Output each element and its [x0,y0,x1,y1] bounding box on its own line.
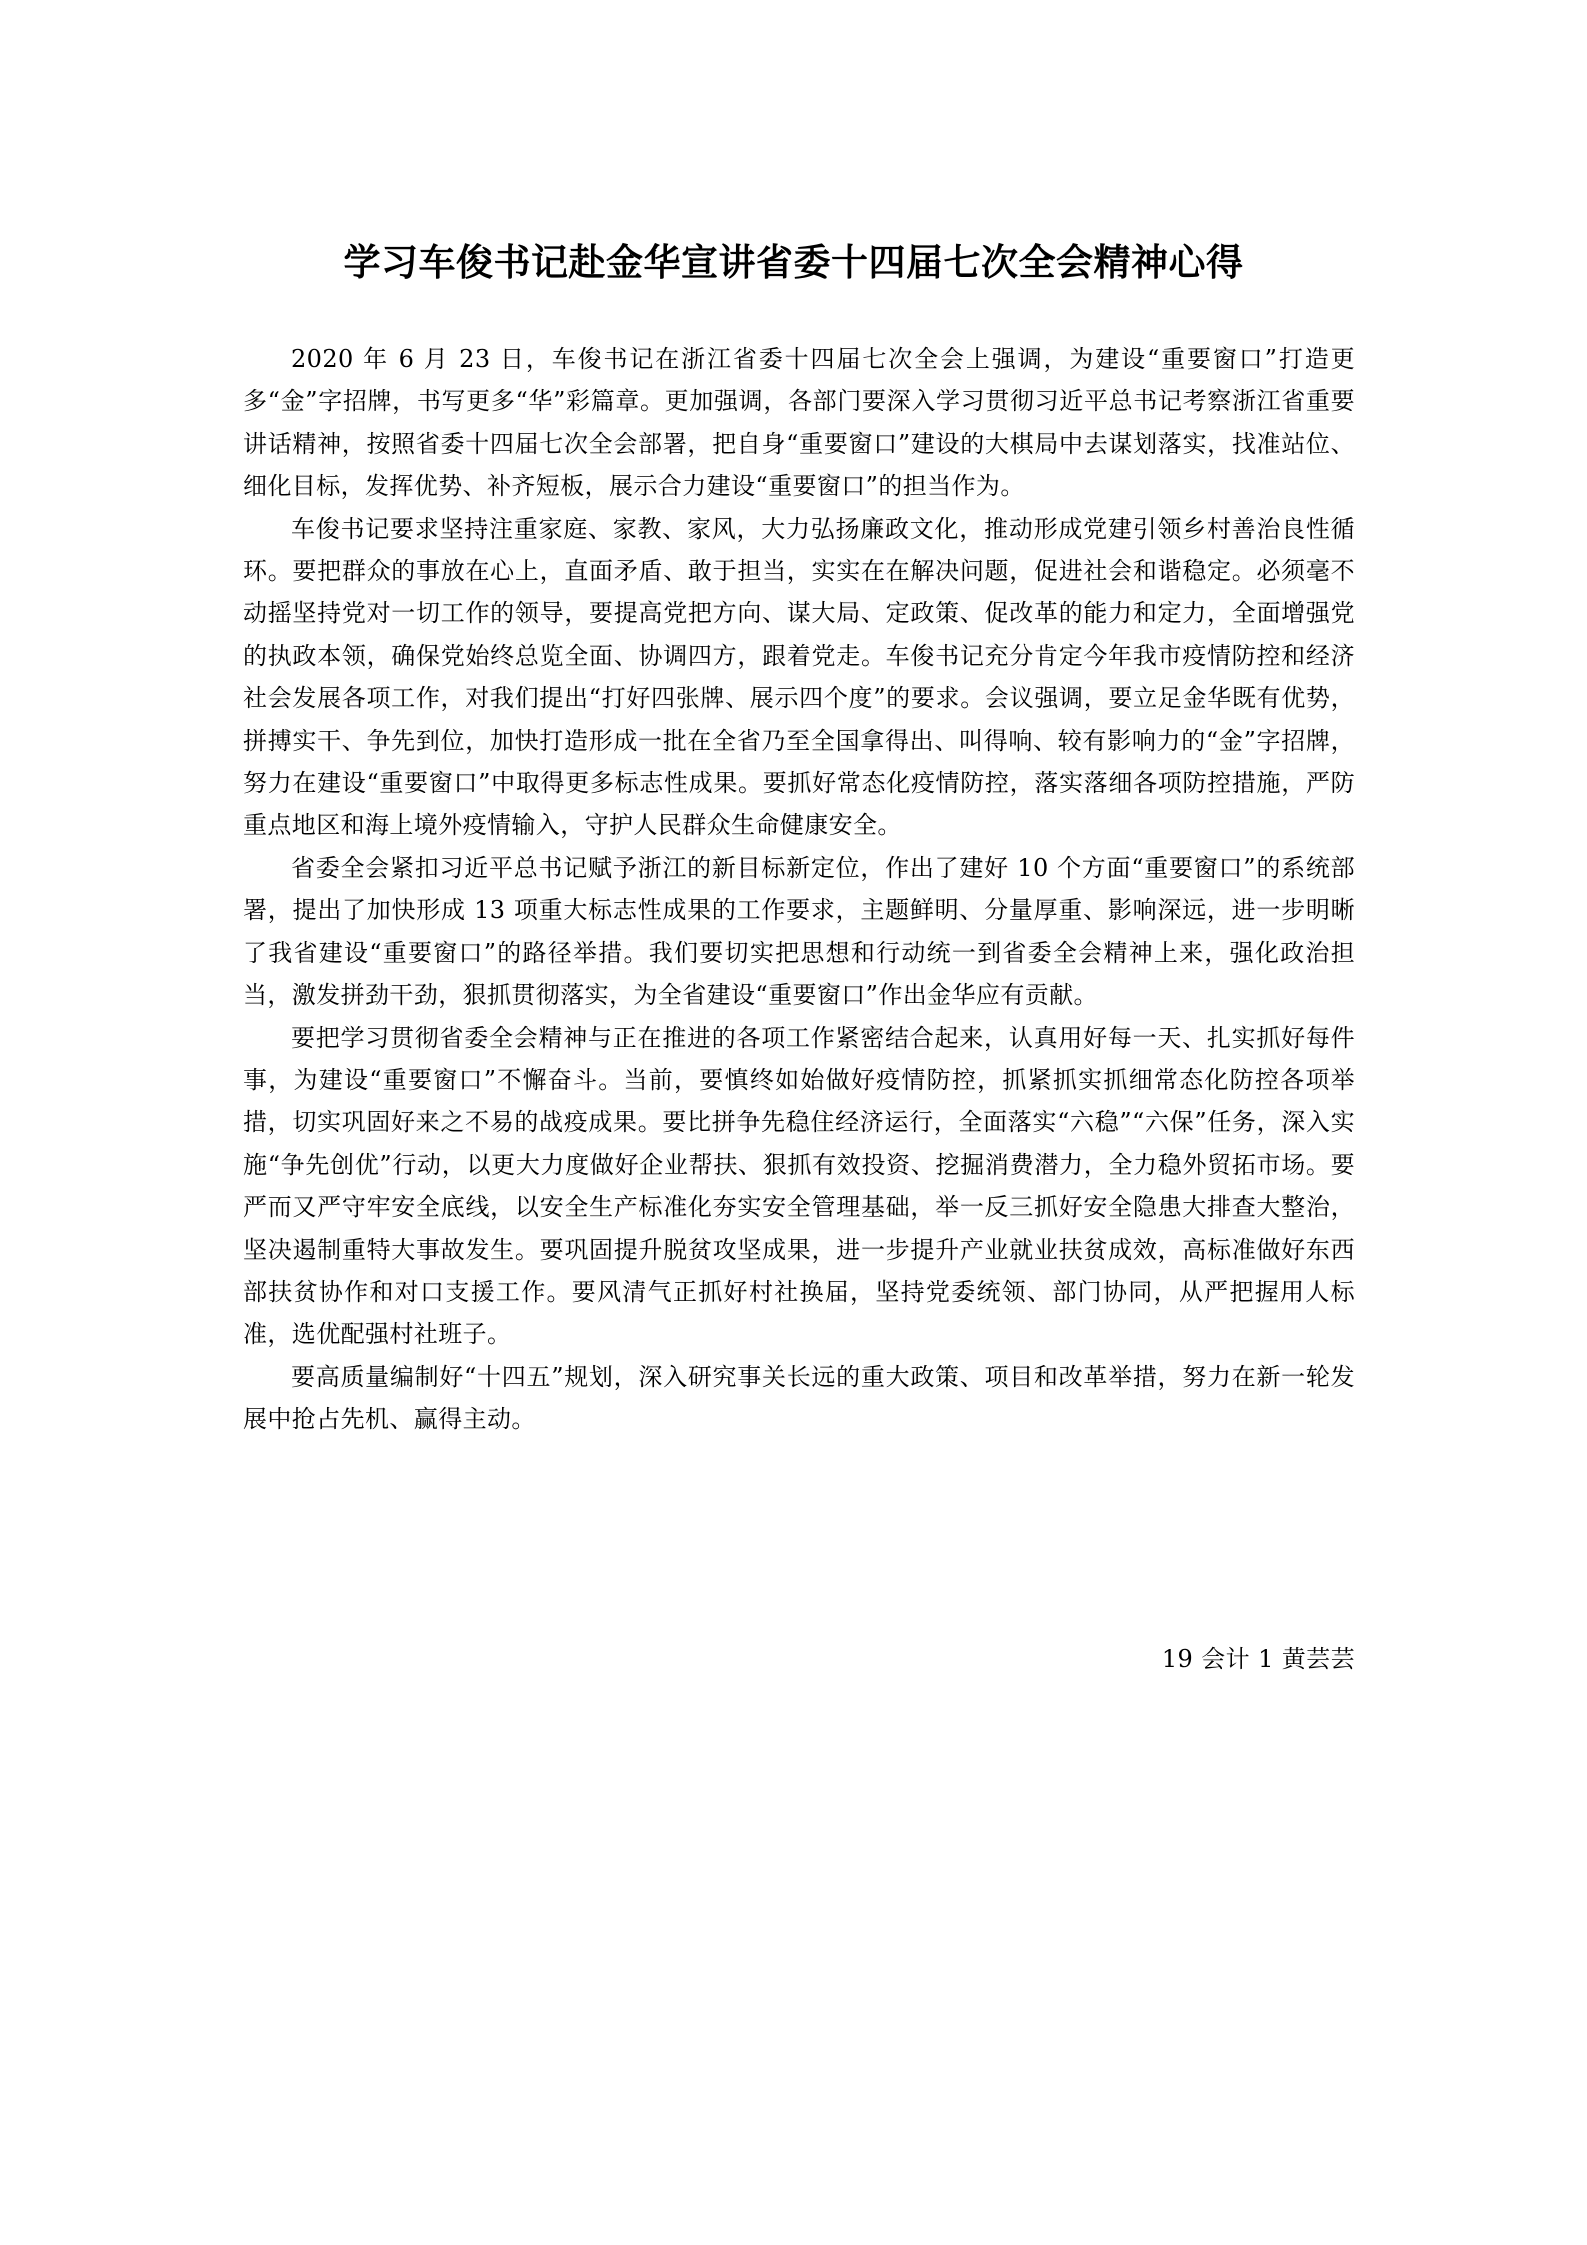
paragraph: 省委全会紧扣习近平总书记赋予浙江的新目标新定位，作出了建好 10 个方面“重要窗口”的系统部署，提出了加快形成 13 项重大标志性成果的工作要求，主题鲜明、分量厚重、影响深远，进一步明晰了我省建设“重要窗口”的路径举措。我们要切实把思想和行动统一到省委全会精神上来，强化政治担当，激发拼劲干劲，狠抓贯彻落实，为全省建设“重要窗口”作出金华应有贡献。 [243,853,1355,1010]
paragraph: 2020 年 6 月 23 日，车俊书记在浙江省委十四届七次全会上强调，为建设“重要窗口”打造更多“金”字招牌，书写更多“华”彩篇章。更加强调，各部门要深入学习贯彻习近平总书记考察浙江省重要讲话精神，按照省委十四届七次全会部署，把自身“重要窗口”建设的大棋局中去谋划落实，找准站位、细化目标，发挥优势、补齐短板，展示合力建设“重要窗口”的担当作为。 [243,345,1355,501]
author-signature: 19 会计 1 黄芸芸 [1161,1645,1355,1673]
document-body [243,338,1355,1441]
paragraph: 车俊书记要求坚持注重家庭、家教、家风，大力弘扬廉政文化，推动形成党建引领乡村善治良性循环。要把群众的事放在心上，直面矛盾、敢于担当，实实在在解决问题，促进社会和谐稳定。必须毫不动摇坚持党对一切工作的领导，要提高党把方向、谋大局、定政策、促改革的能力和定力，全面增强党的执政本领，确保党始终总览全面、协调四方，跟着党走。车俊书记充分肯定今年我市疫情防控和经济社会发展各项工作，对我们提出“打好四张牌、展示四个度”的要求。会议强调，要立足金华既有优势，拼搏实干、争先到位，加快打造形成一批在全省乃至全国拿得出、叫得响、较有影响力的“金”字招牌，努力在建设“重要窗口”中取得更多标志性成果。要抓好常态化疫情防控，落实落细各项防控措施，严防重点地区和海上境外疫情输入，守护人民群众生命健康安全。 [243,514,1355,840]
paragraph: 要把学习贯彻省委全会精神与正在推进的各项工作紧密结合起来，认真用好每一天、扎实抓好每件事，为建设“重要窗口”不懈奋斗。当前，要慎终如始做好疫情防控，抓紧抓实抓细常态化防控各项举措，切实巩固好来之不易的战疫成果。要比拼争先稳住经济运行，全面落实“六稳”“六保”任务，深入实施“争先创优”行动，以更大力度做好企业帮扶、狠抓有效投资、挖掘消费潜力，全力稳外贸拓市场。要严而又严守牢安全底线，以安全生产标准化夯实安全管理基础，举一反三抓好安全隐患大排查大整治，坚决遏制重特大事故发生。要巩固提升脱贫攻坚成果，进一步提升产业就业扶贫成效，高标准做好东西部扶贫协作和对口支援工作。要风清气正抓好村社换届，坚持党委统领、部门协同，从严把握用人标准，选优配强村社班子。 [243,1023,1355,1349]
document-title: 学习车俊书记赴金华宣讲省委十四届七次全会精神心得 [343,241,1244,284]
paragraph: 要高质量编制好“十四五”规划，深入研究事关长远的重大政策、项目和改革举措，努力在新一轮发展中抢占先机、赢得主动。 [243,1362,1355,1434]
